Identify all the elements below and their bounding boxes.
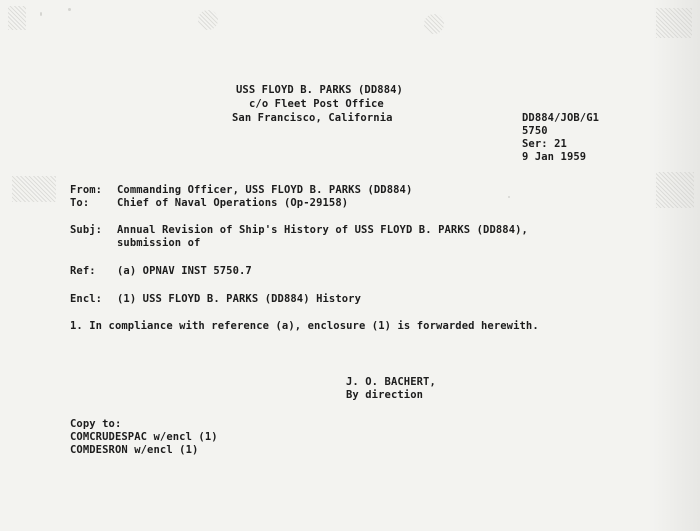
- ref-value: (a) OPNAV INST 5750.7: [117, 265, 252, 277]
- signature-by: By direction: [346, 389, 424, 401]
- ref-serial: Ser: 21: [522, 138, 567, 150]
- from-value: Commanding Officer, USS FLOYD B. PARKS (DD884): [117, 184, 413, 196]
- copy-line: COMDESRON w/encl (1): [70, 444, 199, 456]
- scan-edge-shade: [652, 0, 700, 531]
- encl-value: (1) USS FLOYD B. PARKS (DD884) History: [117, 293, 362, 305]
- scan-noise: [12, 176, 56, 202]
- subj-line1: Annual Revision of Ship's History of USS FLOYD B. PARKS (DD884),: [117, 224, 528, 236]
- ref-date: 9 Jan 1959: [522, 151, 587, 163]
- scan-speck: [40, 12, 42, 16]
- header-fpo: c/o Fleet Post Office: [249, 98, 384, 110]
- to-value: Chief of Naval Operations (Op-29158): [117, 197, 349, 209]
- scan-noise: [8, 6, 26, 30]
- ref-file: DD884/JOB/G1: [522, 112, 600, 124]
- scan-noise: [656, 172, 694, 208]
- scan-noise: [198, 10, 218, 30]
- header-city: San Francisco, California: [232, 112, 393, 124]
- ref-code: 5750: [522, 125, 548, 137]
- from-label: From:: [70, 184, 103, 196]
- scan-speck: [68, 8, 71, 11]
- body-paragraph: 1. In compliance with reference (a), enclosure (1) is forwarded herewith.: [70, 320, 539, 332]
- to-label: To:: [70, 197, 90, 209]
- copy-line: COMCRUDESPAC w/encl (1): [70, 431, 218, 443]
- subj-label: Subj:: [70, 224, 103, 236]
- scan-noise: [656, 8, 692, 38]
- scan-speck: [508, 196, 510, 198]
- copy-heading: Copy to:: [70, 418, 122, 430]
- encl-label: Encl:: [70, 293, 103, 305]
- subj-line2: submission of: [117, 237, 201, 249]
- signature-name: J. O. BACHERT,: [346, 376, 436, 388]
- header-ship: USS FLOYD B. PARKS (DD884): [236, 84, 403, 96]
- scan-noise: [424, 14, 444, 34]
- ref-label: Ref:: [70, 265, 96, 277]
